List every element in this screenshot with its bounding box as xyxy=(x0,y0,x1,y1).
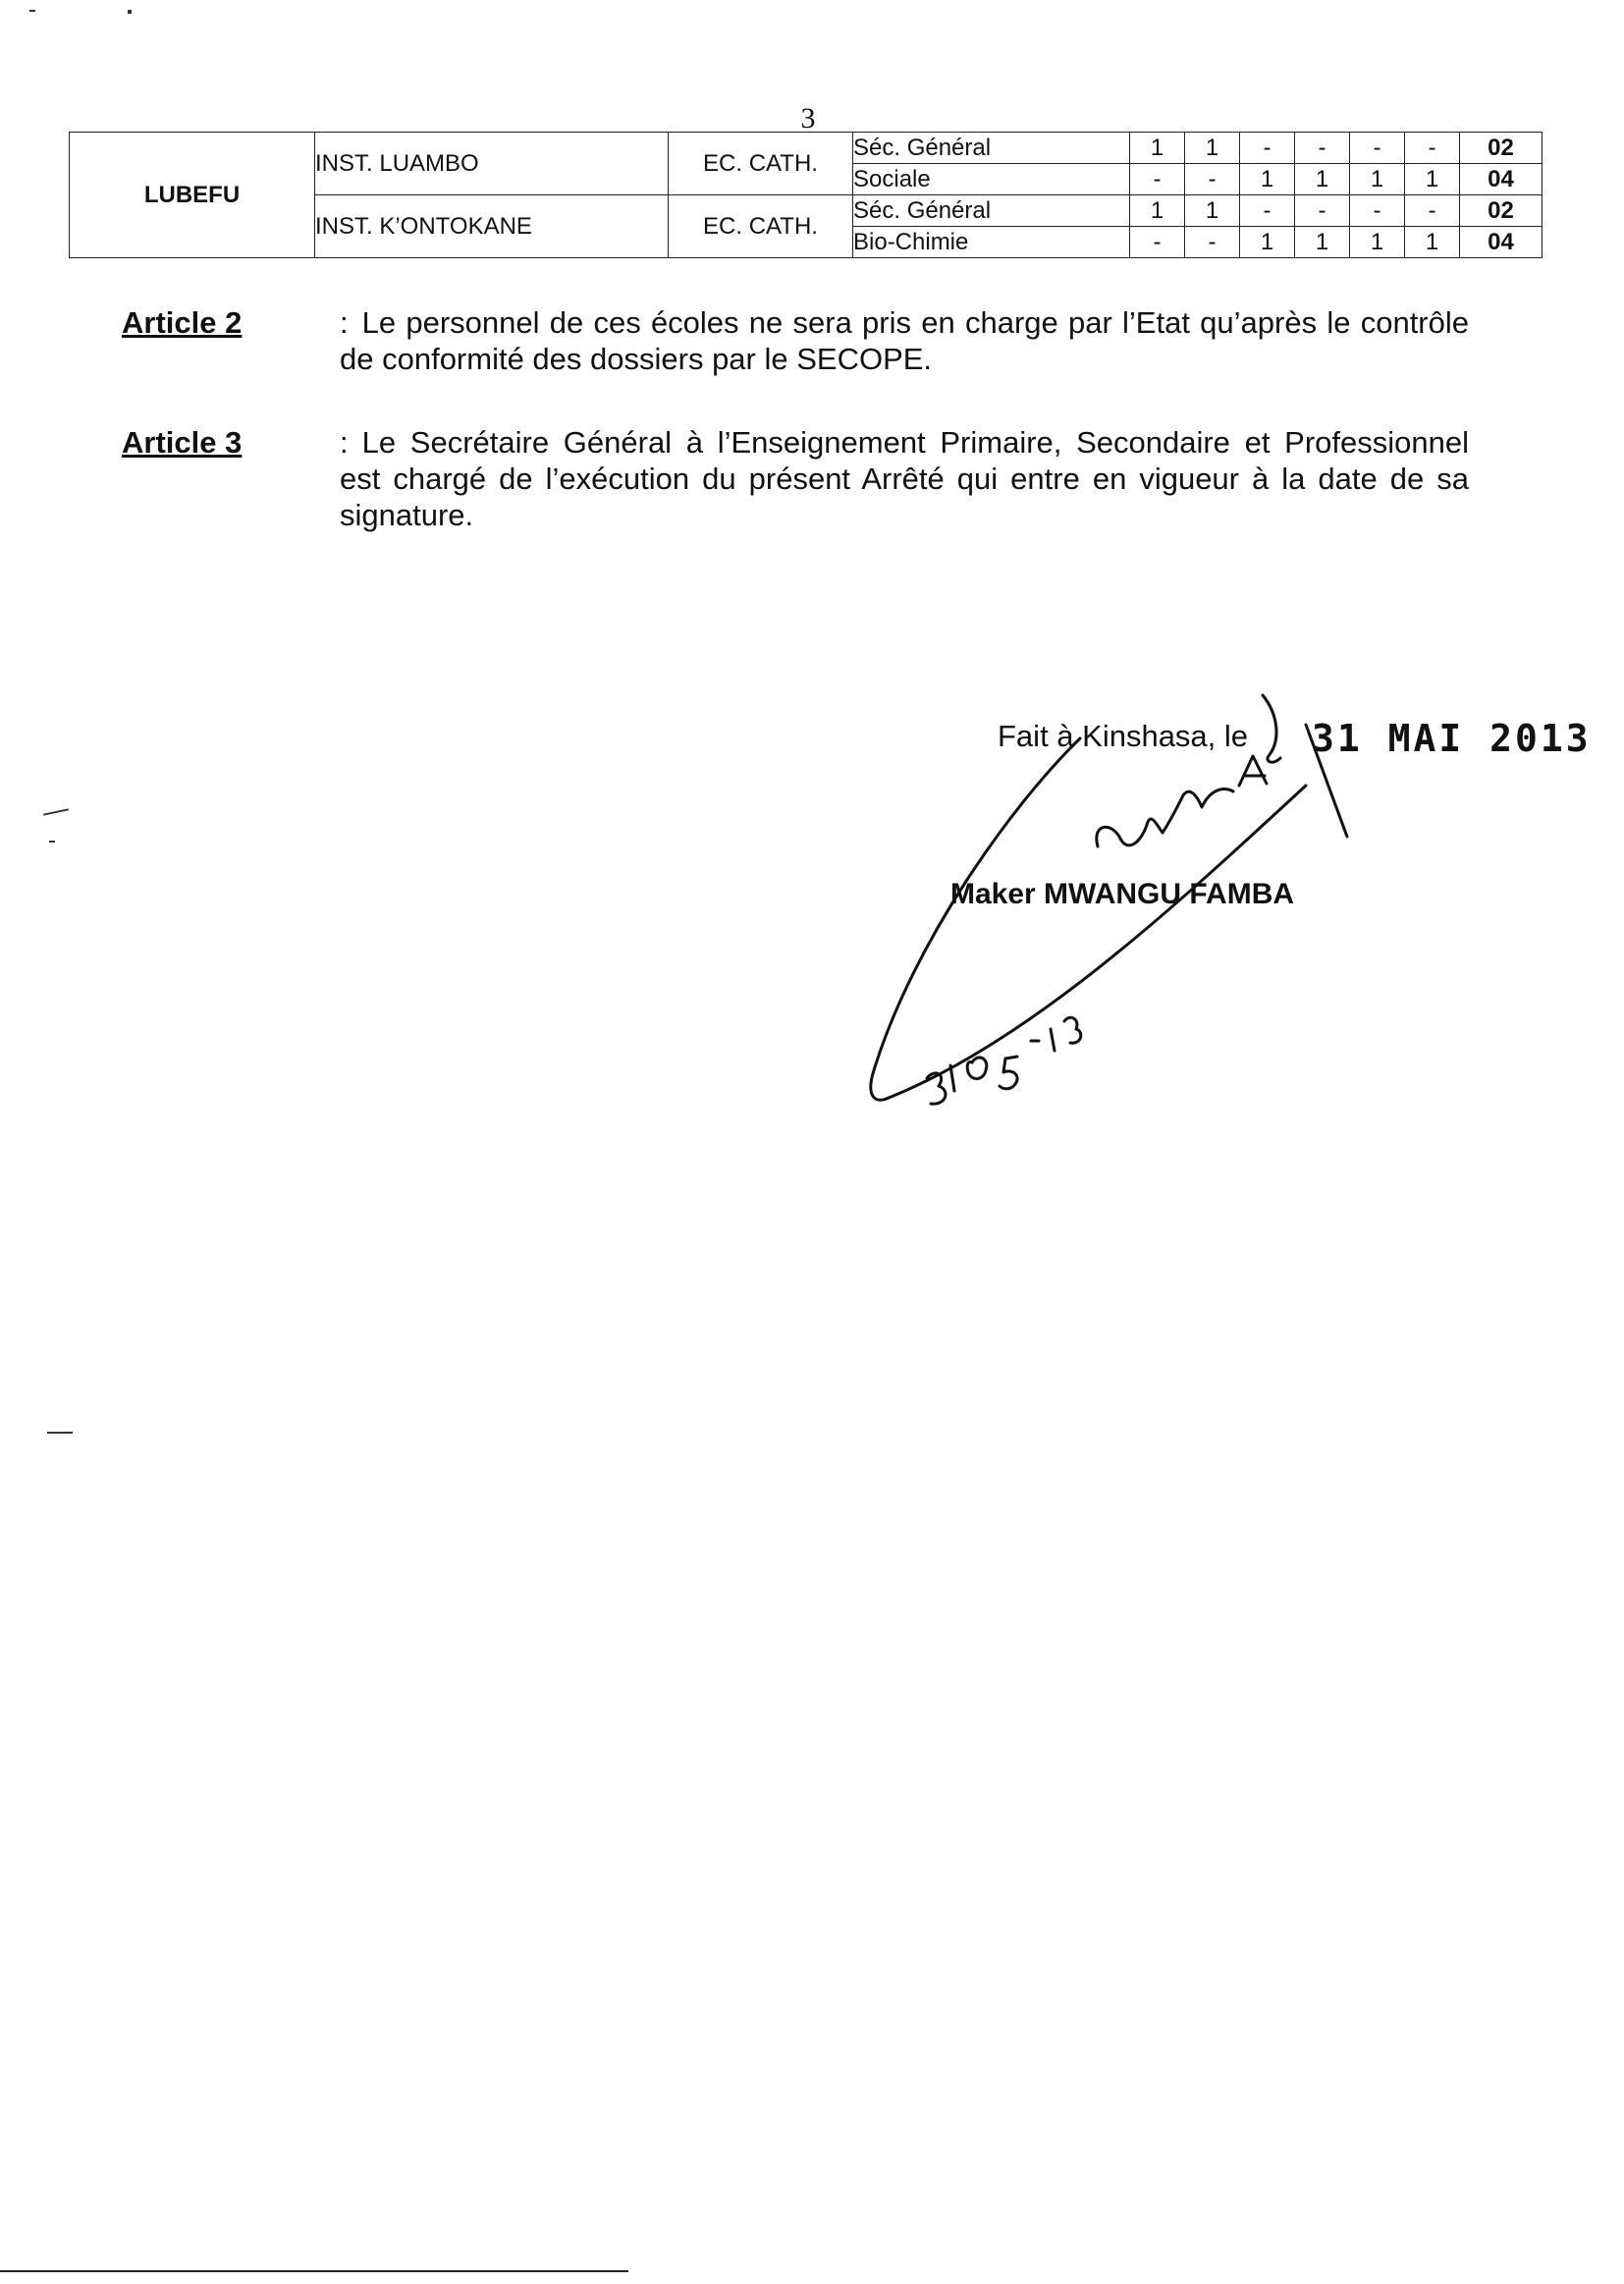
total-cell: 04 xyxy=(1460,164,1543,195)
article-body: : Le Secrétaire Général à l’Enseignement Primaire, Secondaire et Professionnel est chargé de l’exécution du présent Arrêté qui entre en vigueur à la date de sa signature. xyxy=(340,425,1469,532)
total-cell: 02 xyxy=(1460,133,1543,164)
school-name: INST. LUAMBO xyxy=(315,133,669,195)
class-count-cell: 1 xyxy=(1350,164,1405,195)
date-stamp: 31 MAI 2013 xyxy=(1312,717,1592,760)
class-count-cell: 1 xyxy=(1185,133,1240,164)
table-row xyxy=(70,133,1543,164)
page-number: 3 xyxy=(800,102,816,135)
total-cell: 02 xyxy=(1460,195,1543,227)
section-cell: Séc. Général xyxy=(853,133,1130,164)
place-date: Fait à Kinshasa, le xyxy=(998,719,1249,753)
margin-mark xyxy=(47,1432,73,1434)
class-count-cell: - xyxy=(1185,164,1240,195)
district-cell: LUBEFU xyxy=(70,133,315,258)
margin-mark xyxy=(43,808,69,815)
class-count-cell: 1 xyxy=(1295,227,1350,258)
article-label: Article 2 xyxy=(122,305,243,340)
class-count-cell: 1 xyxy=(1240,164,1295,195)
margin-mark xyxy=(29,10,35,12)
class-count-cell: - xyxy=(1405,195,1460,227)
article-body: : Le personnel de ces écoles ne sera pris en charge par l’Etat qu’après le contrôle de conformité des dossiers par le SECOPE. xyxy=(340,305,1469,376)
class-count-cell: - xyxy=(1350,195,1405,227)
margin-mark xyxy=(128,10,132,14)
class-count-cell: - xyxy=(1240,133,1295,164)
margin-mark xyxy=(49,841,55,843)
article-text: Le Secrétaire Général à l’Enseignement Primaire, Secondaire et Professionnel est chargé de l’exécution du présent Arrêté qui entre en vigueur à la date de sa signature. xyxy=(340,425,1469,532)
total-cell: 04 xyxy=(1460,227,1543,258)
class-count-cell: 1 xyxy=(1185,195,1240,227)
schools-table xyxy=(69,132,1543,258)
class-count-cell: 1 xyxy=(1130,195,1185,227)
signatory-name: Maker MWANGU FAMBA xyxy=(950,878,1295,910)
class-count-cell: - xyxy=(1130,164,1185,195)
class-count-cell: - xyxy=(1240,195,1295,227)
section-cell: Sociale xyxy=(853,164,1130,195)
school-network: EC. CATH. xyxy=(669,133,853,195)
section-cell: Bio-Chimie xyxy=(853,227,1130,258)
class-count-cell: 1 xyxy=(1295,164,1350,195)
class-count-cell: - xyxy=(1405,133,1460,164)
class-count-cell: 1 xyxy=(1130,133,1185,164)
class-count-cell: - xyxy=(1130,227,1185,258)
article-label: Article 3 xyxy=(122,425,243,460)
class-count-cell: - xyxy=(1295,133,1350,164)
article-text: Le personnel de ces écoles ne sera pris en charge par l’Etat qu’après le contrôle de conformité des dossiers par le SECOPE. xyxy=(340,305,1469,376)
section-cell: Séc. Général xyxy=(853,195,1130,227)
class-count-cell: 1 xyxy=(1240,227,1295,258)
school-name: INST. K’ONTOKANE xyxy=(315,195,669,258)
class-count-cell: 1 xyxy=(1350,227,1405,258)
class-count-cell: 1 xyxy=(1405,227,1460,258)
class-count-cell: - xyxy=(1350,133,1405,164)
bottom-rule xyxy=(0,2270,628,2272)
class-count-cell: - xyxy=(1185,227,1240,258)
school-network: EC. CATH. xyxy=(669,195,853,258)
class-count-cell: 1 xyxy=(1405,164,1460,195)
class-count-cell: - xyxy=(1295,195,1350,227)
